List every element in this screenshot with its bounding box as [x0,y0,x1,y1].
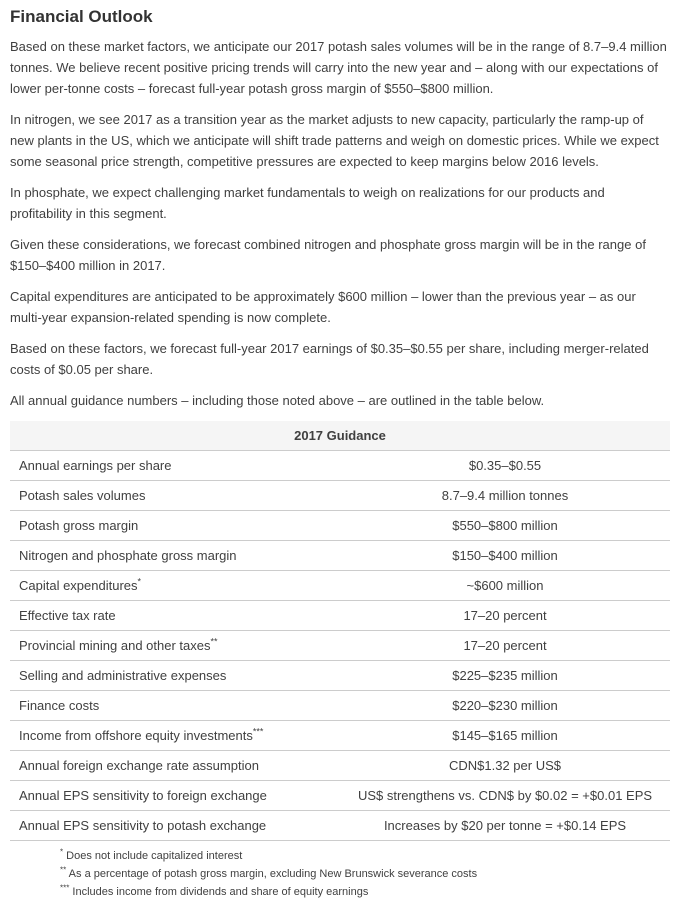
table-row [10,781,670,811]
row-value: 17–20 percent [340,631,670,661]
row-value: Increases by $20 per tonne = +$0.14 EPS [340,811,670,841]
row-value: US$ strengthens vs. CDN$ by $0.02 = +$0.01 EPS [340,781,670,811]
row-label: Finance costs [10,691,340,721]
row-value: $150–$400 million [340,541,670,571]
table-row [10,601,670,631]
row-label: Annual EPS sensitivity to potash exchange [10,811,340,841]
row-value: 17–20 percent [340,601,670,631]
row-value: $0.35–$0.55 [340,451,670,481]
table-row [10,751,670,781]
row-label: Potash sales volumes [10,481,340,511]
table-row [10,811,670,841]
footnote-marker: * [60,847,64,857]
row-value: $550–$800 million [340,511,670,541]
footnote-marker: ** [210,636,218,647]
page-title: Financial Outlook [10,7,153,26]
row-value: CDN$1.32 per US$ [340,751,670,781]
footnote-marker: ** [60,865,67,875]
row-value: $225–$235 million [340,661,670,691]
row-value: ~$600 million [340,571,670,601]
row-label: Nitrogen and phosphate gross margin [10,541,340,571]
row-value: $145–$165 million [340,721,670,751]
table-footnotes [60,848,670,901]
guidance-table-head [10,421,670,451]
table-row [10,481,670,511]
paragraph: Capital expenditures are anticipated to be approximately $600 million – lower than the previous year – as our multi-year expansion-related spending is now complete. [10,289,636,325]
footnote-marker: *** [60,883,70,893]
table-row [10,631,670,661]
footnote-marker: * [137,576,142,587]
paragraph: Based on these market factors, we anticipate our 2017 potash sales volumes will be in the range of 8.7–9.4 million tonnes. We believe recent positive pricing trends will carry into the new year and – along with our expectations of lower per-tonne costs – forecast full-year potash gross margin of $550–$800 million. [10,39,667,96]
paragraph: In nitrogen, we see 2017 as a transition year as the market adjusts to new capacity, particularly the ramp-up of new plants in the US, which we anticipate will shift trade patterns and weigh on domestic prices. While we expect some seasonal price strength, competitive pressures are expected to keep margins below 2016 levels. [10,112,659,169]
row-label: Capital expenditures* [10,571,340,601]
table-row [10,451,670,481]
guidance-table-body [10,451,670,841]
row-label: Annual earnings per share [10,451,340,481]
row-value: 8.7–9.4 million tonnes [340,481,670,511]
paragraph: All annual guidance numbers – including those noted above – are outlined in the table below. [10,393,545,408]
row-label: Income from offshore equity investments*** [10,721,340,751]
row-value: $220–$230 million [340,691,670,721]
row-label: Annual EPS sensitivity to foreign exchange [10,781,340,811]
table-title: 2017 Guidance [10,421,670,451]
body-paragraphs [10,36,670,411]
row-label: Effective tax rate [10,601,340,631]
paragraph: Based on these factors, we forecast full-year 2017 earnings of $0.35–$0.55 per share, including merger-related costs of $0.05 per share. [10,341,649,377]
row-label: Potash gross margin [10,511,340,541]
table-row [10,511,670,541]
row-label: Provincial mining and other taxes** [10,631,340,661]
footnote: *** Includes income from dividends and share of equity earnings [60,883,369,898]
row-label: Selling and administrative expenses [10,661,340,691]
table-row [10,661,670,691]
paragraph: Given these considerations, we forecast combined nitrogen and phosphate gross margin will be in the range of $150–$400 million in 2017. [10,237,646,273]
guidance-table [10,421,670,841]
table-row [10,721,670,751]
row-label: Annual foreign exchange rate assumption [10,751,340,781]
footnote: ** As a percentage of potash gross margin, excluding New Brunswick severance costs [60,865,478,880]
table-row [10,691,670,721]
paragraph: In phosphate, we expect challenging market fundamentals to weigh on realizations for our products and profitability in this segment. [10,185,605,221]
table-header-row [10,421,670,451]
footnote: * Does not include capitalized interest [60,847,243,862]
footnote-marker: *** [252,726,264,737]
table-row [10,571,670,601]
table-row [10,541,670,571]
